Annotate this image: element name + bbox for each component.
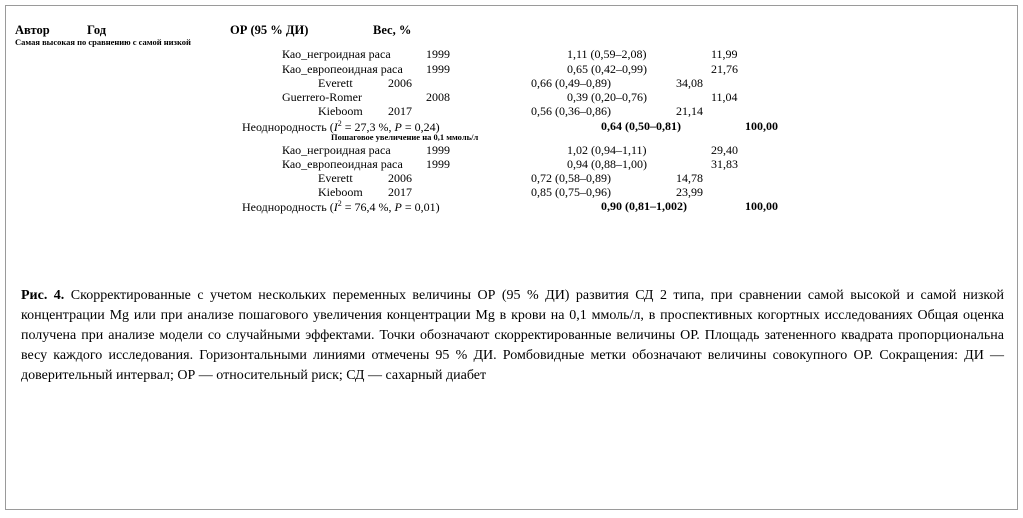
s1-row3-author: Everett: [318, 76, 353, 90]
s1-het-i: I: [333, 120, 338, 134]
caption-label: Рис. 4.: [21, 288, 65, 303]
s2-het-p: P: [394, 200, 402, 214]
caption-text: Скорректированные с учетом нескольких переменных величины ОР (95 % ДИ) развития СД 2 типа, при сравнении самой высокой и самой низкой концентрации Mg или при анализе пошагового увеличения концентрации Mg в крови на 0,1 ммоль/л, в проспективных когортных исследованиях Общая оценка получена при анализе модели со случайными эффектами. Точки обозначают скорректированные величины ОР. Площадь затененного квадрата пропорциональна весу каждого исследования. Горизонтальными линиями отмечены 95 % ДИ. Ромбовидные метки обозначают величины совокупного ОР. Сокращения: ДИ — доверительный интервал; ОР — относительный риск; СД — сахарный диабет: [21, 288, 1004, 383]
s2-row1-author: Као_негроидная раса: [282, 143, 391, 157]
s1-row2-or: 0,65 (0,42–0,99): [567, 62, 647, 76]
header-year: Год: [87, 23, 107, 37]
s1-het-sup: 2: [337, 119, 342, 128]
s1-row5-or: 0,56 (0,36–0,86): [531, 104, 611, 118]
s1-row2-author: Као_европеоидная раса: [282, 62, 403, 76]
section1-title: Самая высокая по сравнению с самой низкой: [15, 37, 191, 47]
s1-het-pre: Неоднородность (: [242, 120, 334, 134]
s2-row4-or: 0,85 (0,75–0,96): [531, 185, 611, 199]
s1-row1-author: Као_негроидная раса: [282, 47, 391, 61]
s2-het-pre: Неоднородность (: [242, 200, 334, 214]
s2-row3-or: 0,72 (0,58–0,89): [531, 171, 611, 185]
s1-row1-or: 1,11 (0,59–2,08): [567, 47, 647, 61]
s1-row5-weight: 21,14: [676, 104, 703, 118]
s1-row4-author: Guerrero-Romer: [282, 90, 362, 104]
s2-row3-author: Everett: [318, 171, 353, 185]
s2-row2-or: 0,94 (0,88–1,00): [567, 157, 647, 171]
s1-row1-year: 1999: [426, 47, 450, 61]
figure-frame: [5, 5, 1018, 510]
s2-row4-weight: 23,99: [676, 185, 703, 199]
s1-row4-year: 2008: [426, 90, 450, 104]
s1-het-mid: = 27,3 %,: [341, 120, 395, 134]
s2-row1-or: 1,02 (0,94–1,11): [567, 143, 647, 157]
s1-row3-weight: 34,08: [676, 76, 703, 90]
s2-row3-weight: 14,78: [676, 171, 703, 185]
s2-het-i: I: [333, 200, 338, 214]
s2-heterogeneity: [242, 200, 440, 213]
s2-het-mid: = 76,4 %,: [341, 200, 395, 214]
s1-row5-author: Kieboom: [318, 104, 363, 118]
s2-row2-year: 1999: [426, 157, 450, 171]
s1-row3-year: 2006: [388, 76, 412, 90]
figure-caption: [21, 286, 1004, 386]
s1-row5-year: 2017: [388, 104, 412, 118]
s1-summary-or: 0,64 (0,50–0,81): [601, 119, 681, 133]
s1-row2-weight: 21,76: [711, 62, 738, 76]
s2-row1-year: 1999: [426, 143, 450, 157]
header-author: Автор: [15, 23, 50, 37]
header-weight: Вес, %: [373, 23, 412, 37]
s1-summary-weight: 100,00: [745, 119, 778, 133]
s1-row4-weight: 11,04: [711, 90, 738, 104]
s2-het-post: = 0,01): [401, 200, 440, 214]
s2-het-sup: 2: [337, 199, 342, 208]
s1-row3-or: 0,66 (0,49–0,89): [531, 76, 611, 90]
s1-het-post: = 0,24): [401, 120, 440, 134]
s1-row2-year: 1999: [426, 62, 450, 76]
header-or: ОР (95 % ДИ): [230, 23, 309, 37]
s2-row4-year: 2017: [388, 185, 412, 199]
s2-row2-weight: 31,83: [711, 157, 738, 171]
s2-row1-weight: 29,40: [711, 143, 738, 157]
s1-row4-or: 0,39 (0,20–0,76): [567, 90, 647, 104]
s2-summary-or: 0,90 (0,81–1,002): [601, 199, 687, 213]
s2-row3-year: 2006: [388, 171, 412, 185]
s1-row1-weight: 11,99: [711, 47, 738, 61]
s2-row2-author: Као_европеоидная раса: [282, 157, 403, 171]
section2-title: Пошаговое увеличение на 0,1 ммоль/л: [331, 132, 479, 142]
s2-row4-author: Kieboom: [318, 185, 363, 199]
s1-het-p: P: [394, 120, 402, 134]
s2-summary-weight: 100,00: [745, 199, 778, 213]
